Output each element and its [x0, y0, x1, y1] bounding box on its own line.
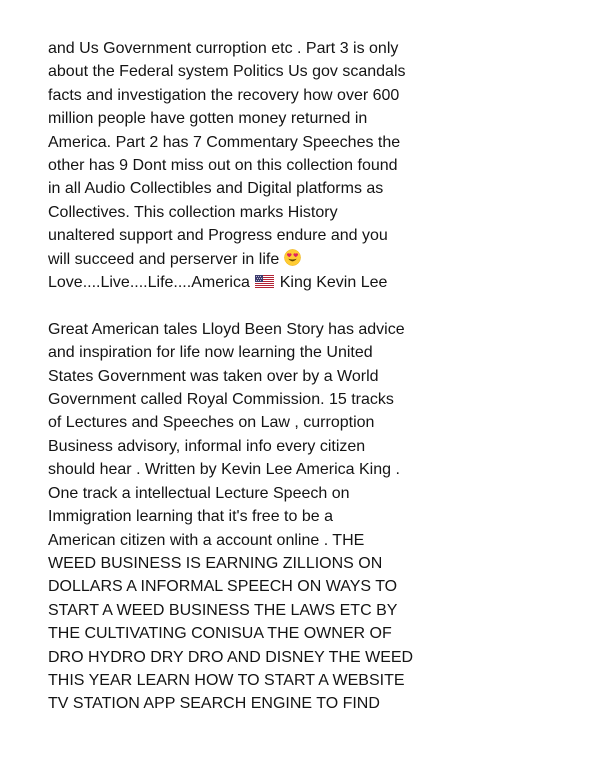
text-line: and Us Government curroption etc . Part 3 is only [48, 40, 399, 57]
text-line: and inspiration for life now learning the United [48, 344, 373, 362]
text-line: Government called Royal Commission. 15 tracks [48, 391, 394, 409]
text-line: WEED BUSINESS IS EARNING ZILLIONS ON [48, 554, 383, 572]
paragraph-1 [48, 37, 568, 294]
signature-line [48, 271, 568, 294]
text-line: One track a intellectual Lecture Speech on [48, 484, 350, 502]
text-line: other has 9 Dont miss out on this collection found [48, 157, 398, 175]
text-line: THE CULTIVATING CONISUA THE OWNER OF [48, 625, 392, 643]
document-page [48, 37, 568, 716]
text-line: START A WEED BUSINESS THE LAWS ETC BY [48, 601, 398, 619]
text-line: million people have gotten money returned in [48, 110, 368, 128]
text-line: TV STATION APP SEARCH ENGINE TO FIND [48, 695, 380, 713]
text-line: should hear . Written by Kevin Lee America King . [48, 461, 400, 479]
paragraph-2 [48, 318, 568, 716]
text-line: DOLLARS A INFORMAL SPEECH ON WAYS TO [48, 578, 398, 596]
text-line: about the Federal system Politics Us gov scandals [48, 63, 406, 81]
signature-text: Love....Live....Life....America [48, 274, 255, 292]
text-line: Great American tales Lloyd Been Story has advice [48, 320, 405, 338]
text-line-text: will succeed and perserver in life [48, 250, 284, 268]
heart-eyes-emoji-icon [284, 249, 301, 266]
text-line: States Government was taken over by a World [48, 367, 379, 385]
text-line: of Lectures and Speeches on Law , curroption [48, 414, 375, 432]
text-line: facts and investigation the recovery how over 600 [48, 86, 400, 104]
text-line: in all Audio Collectibles and Digital platforms as [48, 180, 384, 198]
text-line: unaltered support and Progress endure and you [48, 227, 388, 245]
text-line: Business advisory, informal info every citizen [48, 437, 366, 455]
text-line-with-emoji [48, 248, 568, 271]
text-line: THIS YEAR LEARN HOW TO START A WEBSITE [48, 671, 405, 689]
signature-author: King Kevin Lee [275, 274, 388, 292]
text-line: America. Part 2 has 7 Commentary Speeches the [48, 133, 401, 151]
text-line: Collectives. This collection marks History [48, 203, 338, 221]
text-line: DRO HYDRO DRY DRO AND DISNEY THE WEED [48, 648, 414, 666]
text-line: Immigration learning that it's free to be a [48, 508, 333, 526]
text-line: American citizen with a account online . THE [48, 531, 365, 549]
us-flag-emoji-icon [255, 275, 274, 288]
